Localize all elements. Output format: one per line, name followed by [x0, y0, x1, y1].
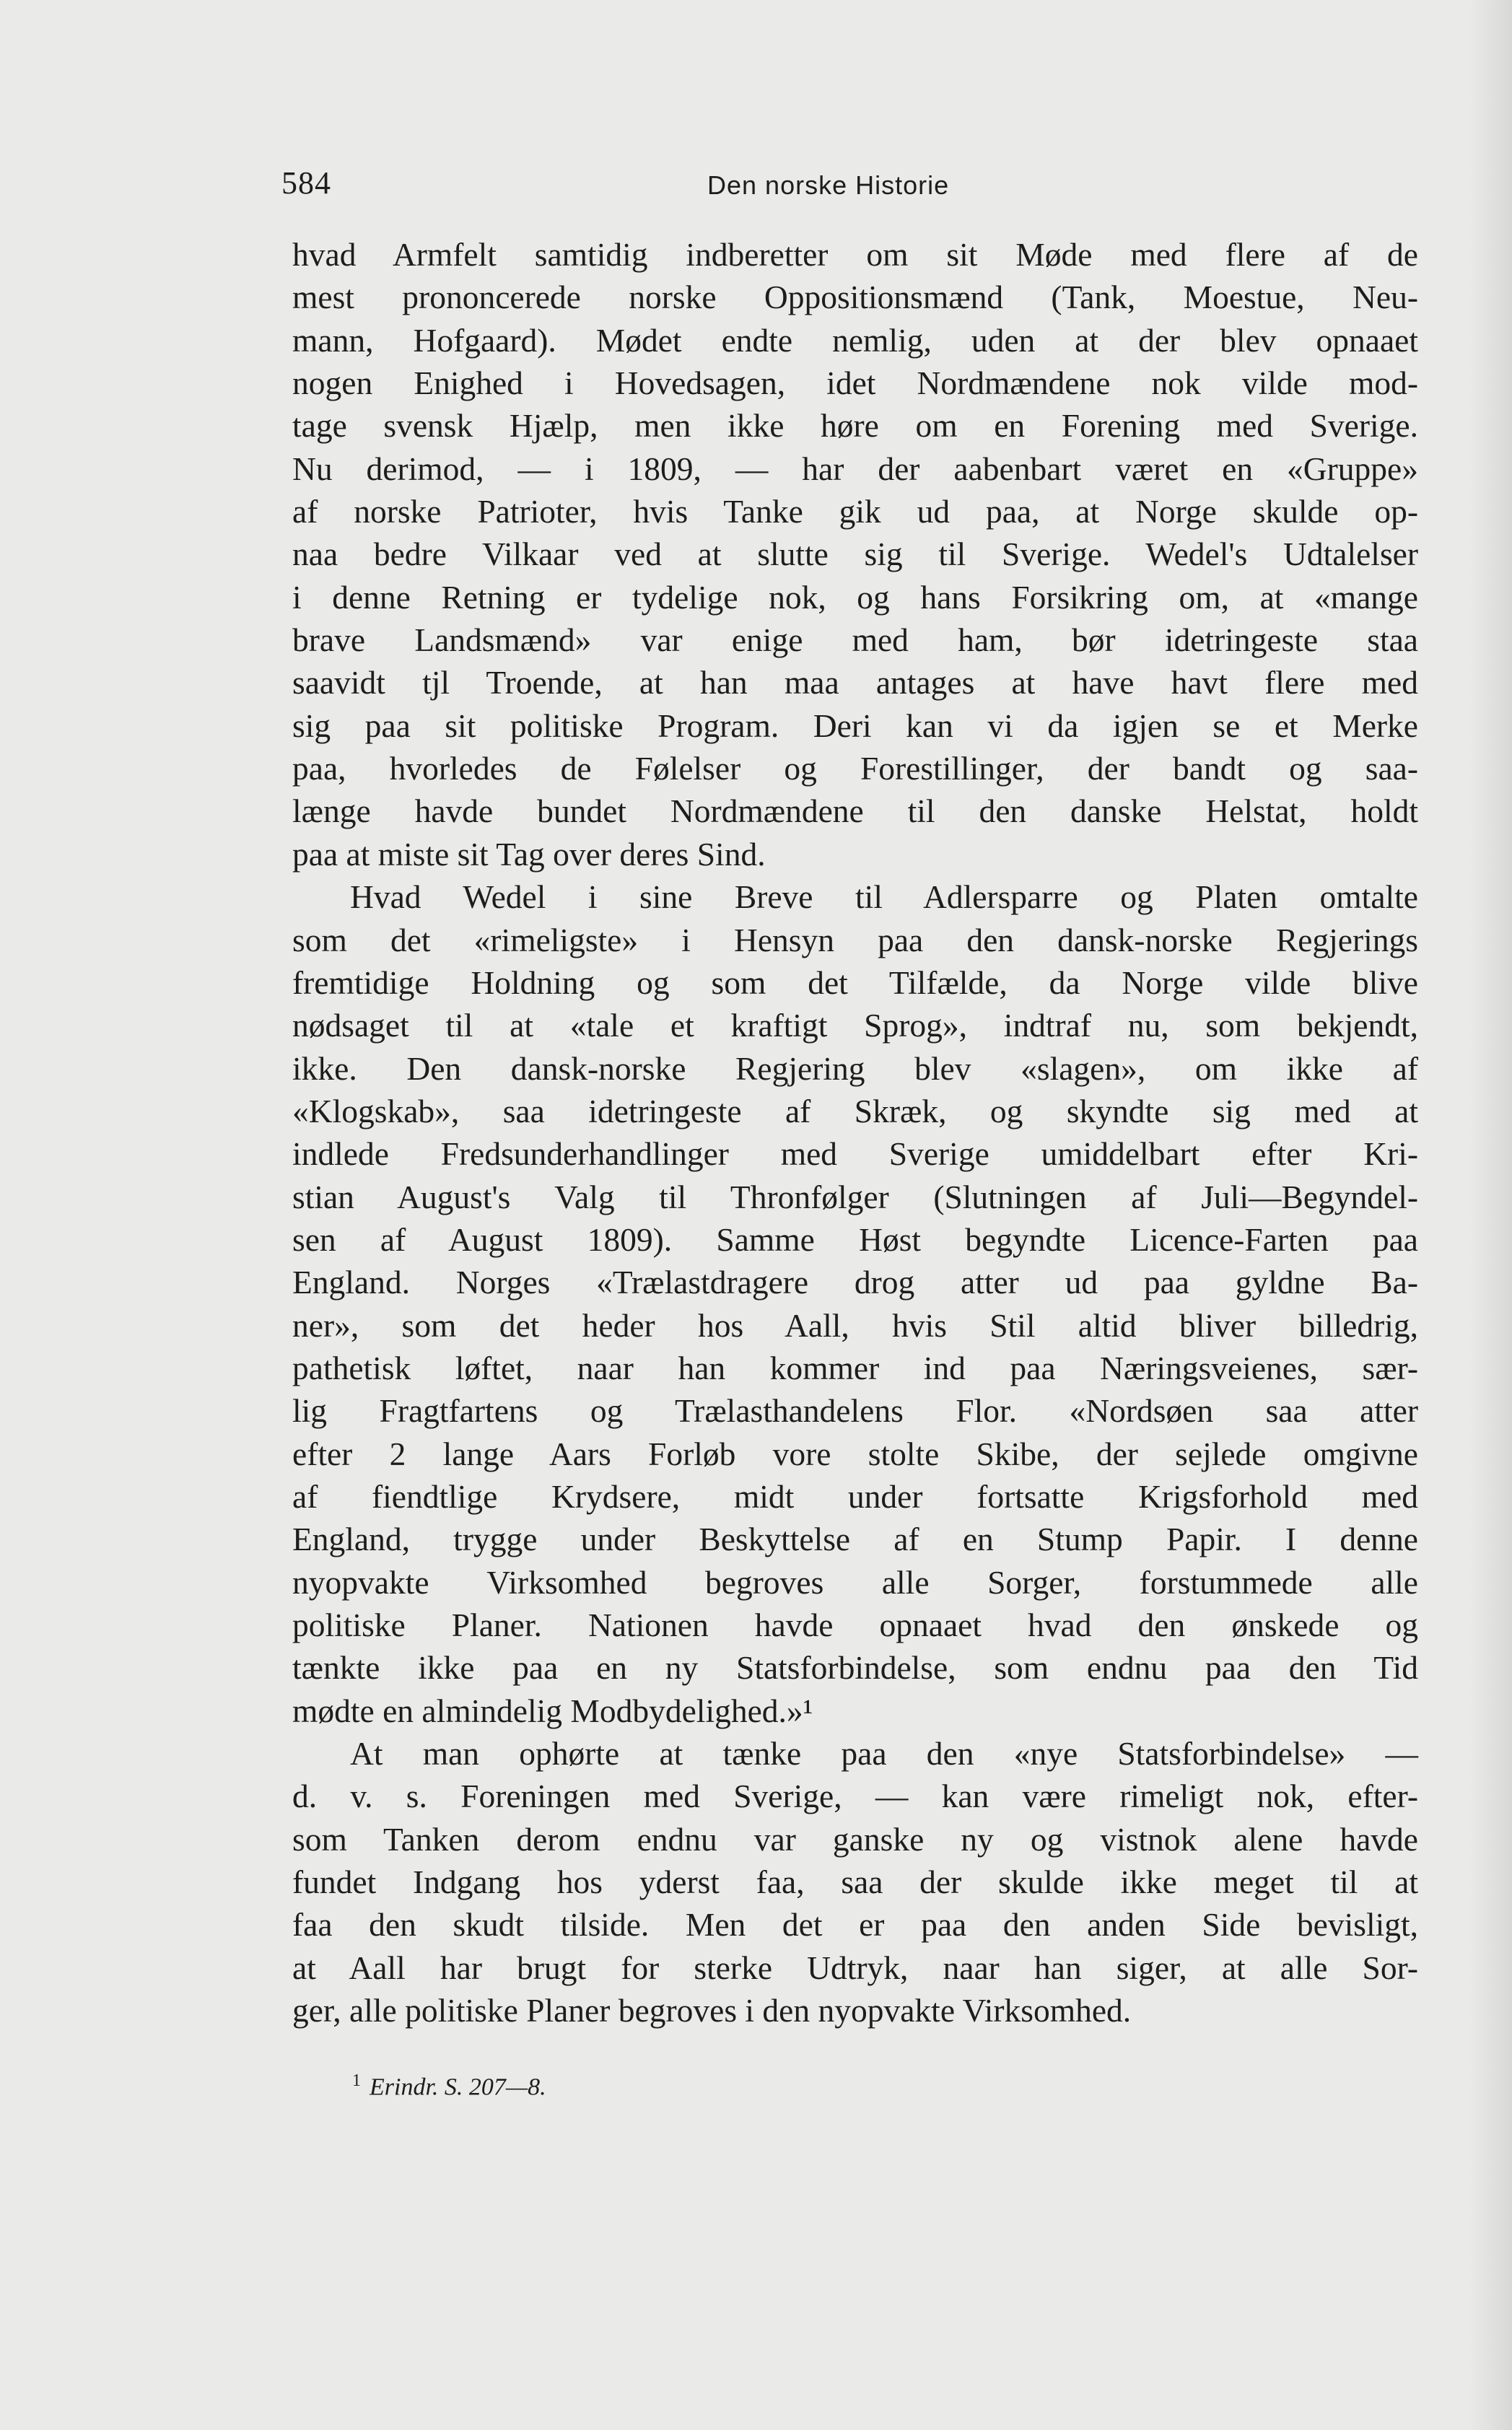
- text-line: sen af August 1809). Samme Høst begyndte Licence-Farten paa: [292, 1220, 1418, 1258]
- text-line: mødte en almindelig Modbydelighed.»¹: [292, 1692, 813, 1729]
- text-line: af norske Patrioter, hvis Tanke gik ud paa, at Norge skulde op-: [292, 493, 1418, 530]
- text-line: faa den skudt tilside. Men det er paa den anden Side bevisligt,: [292, 1906, 1418, 1944]
- text-line: stian August's Valg til Thronfølger (Slutningen af Juli—Begyndel-: [292, 1178, 1418, 1215]
- text-line: ner», som det heder hos Aall, hvis Stil altid bliver billedrig,: [292, 1306, 1418, 1344]
- text-line: England. Norges «Trælastdragere drog atter ud paa gyldne Ba-: [292, 1264, 1418, 1301]
- text-line: nyopvakte Virksomhed begroves alle Sorger, forstummede alle: [292, 1563, 1418, 1601]
- text-line: pathetisk løftet, naar han kommer ind paa Næringsveienes, sær-: [292, 1349, 1418, 1386]
- footnote-marker: 1: [352, 2071, 361, 2090]
- text-line: som Tanken derom endnu var ganske ny og vistnok alene havde: [292, 1820, 1418, 1858]
- text-line: Nu derimod, — i 1809, — har der aabenbart været en «Gruppe»: [292, 450, 1418, 487]
- text-line: i denne Retning er tydelige nok, og hans Forsikring om, at «mange: [292, 578, 1418, 616]
- text-line: indlede Fredsunderhandlinger med Sverige umiddelbart efter Kri-: [292, 1135, 1418, 1173]
- text-line: længe havde bundet Nordmændene til den danske Helstat, holdt: [292, 792, 1418, 830]
- text-line: efter 2 lange Aars Forløb vore stolte Skibe, der sejlede omgivne: [292, 1435, 1418, 1472]
- text-line: af fiendtlige Krydsere, midt under fortsatte Krigsforhold med: [292, 1477, 1418, 1515]
- text-line: mann, Hofgaard). Mødet endte nemlig, uden at der blev opnaaet: [292, 321, 1418, 359]
- footnote: [352, 2071, 546, 2101]
- text-line: ikke. Den dansk-norske Regjering blev «slagen», om ikke af: [292, 1049, 1418, 1087]
- running-head: [281, 165, 1422, 208]
- page-number: 584: [281, 165, 331, 201]
- text-line: naa bedre Vilkaar ved at slutte sig til Sverige. Wedel's Udtalelser: [292, 536, 1418, 573]
- text-line: nogen Enighed i Hovedsagen, idet Nordmændene nok vilde mod-: [292, 364, 1418, 402]
- text-line: fremtidige Holdning og som det Tilfælde, da Norge vilde blive: [292, 963, 1418, 1001]
- text-line: tænkte ikke paa en ny Statsforbindelse, som endnu paa den Tid: [292, 1649, 1418, 1687]
- footnote-text: Erindr. S. 207—8.: [370, 2073, 546, 2101]
- text-line: at Aall har brugt for sterke Udtryk, naar han siger, at alle Sor-: [292, 1949, 1418, 1986]
- text-line: brave Landsmænd» var enige med ham, bør idetringeste staa: [292, 621, 1418, 659]
- text-line: saavidt tjl Troende, at han maa antages at have havt flere med: [292, 664, 1418, 702]
- text-line: politiske Planer. Nationen havde opnaaet hvad den ønskede og: [292, 1607, 1418, 1643]
- text-line: paa at miste sit Tag over deres Sind.: [292, 835, 766, 873]
- text-line: tage svensk Hjælp, men ikke høre om en Forening med Sverige.: [292, 407, 1418, 445]
- body-text: [292, 233, 1418, 2032]
- text-line: mest prononcerede norske Oppositionsmænd (Tank, Moestue, Neu-: [292, 279, 1418, 316]
- text-line: hvad Armfelt samtidig indberetter om sit Møde med flere af de: [292, 236, 1418, 273]
- page-edge-shadow: [1469, 0, 1512, 2430]
- text-line: d. v. s. Foreningen med Sverige, — kan være rimeligt nok, efter-: [292, 1778, 1418, 1815]
- text-line: lig Fragtfartens og Trælasthandelens Flor. «Nordsøen saa atter: [292, 1392, 1418, 1430]
- text-line: «Klogskab», saa idetringeste af Skræk, og skyndte sig med at: [292, 1092, 1418, 1129]
- text-line: som det «rimeligste» i Hensyn paa den dansk-norske Regjerings: [292, 921, 1418, 958]
- text-line: sig paa sit politiske Program. Deri kan vi da igjen se et Merke: [292, 707, 1418, 744]
- text-line: paa, hvorledes de Følelser og Forestillinger, der bandt og saa-: [292, 750, 1418, 787]
- text-line: nødsaget til at «tale et kraftigt Sprog», indtraf nu, som bekjendt,: [292, 1007, 1418, 1044]
- text-line: fundet Indgang hos yderst faa, saa der skulde ikke meget til at: [292, 1863, 1418, 1901]
- text-line: Hvad Wedel i sine Breve til Adlersparre og Platen omtalte: [350, 878, 1418, 916]
- text-line: At man ophørte at tænke paa den «nye Statsforbindelse» —: [350, 1735, 1418, 1773]
- running-title: Den norske Historie: [707, 170, 950, 200]
- text-line: ger, alle politiske Planer begroves i den nyopvakte Virksomhed.: [292, 1992, 1132, 2029]
- text-line: England, trygge under Beskyttelse af en Stump Papir. I denne: [292, 1521, 1418, 1558]
